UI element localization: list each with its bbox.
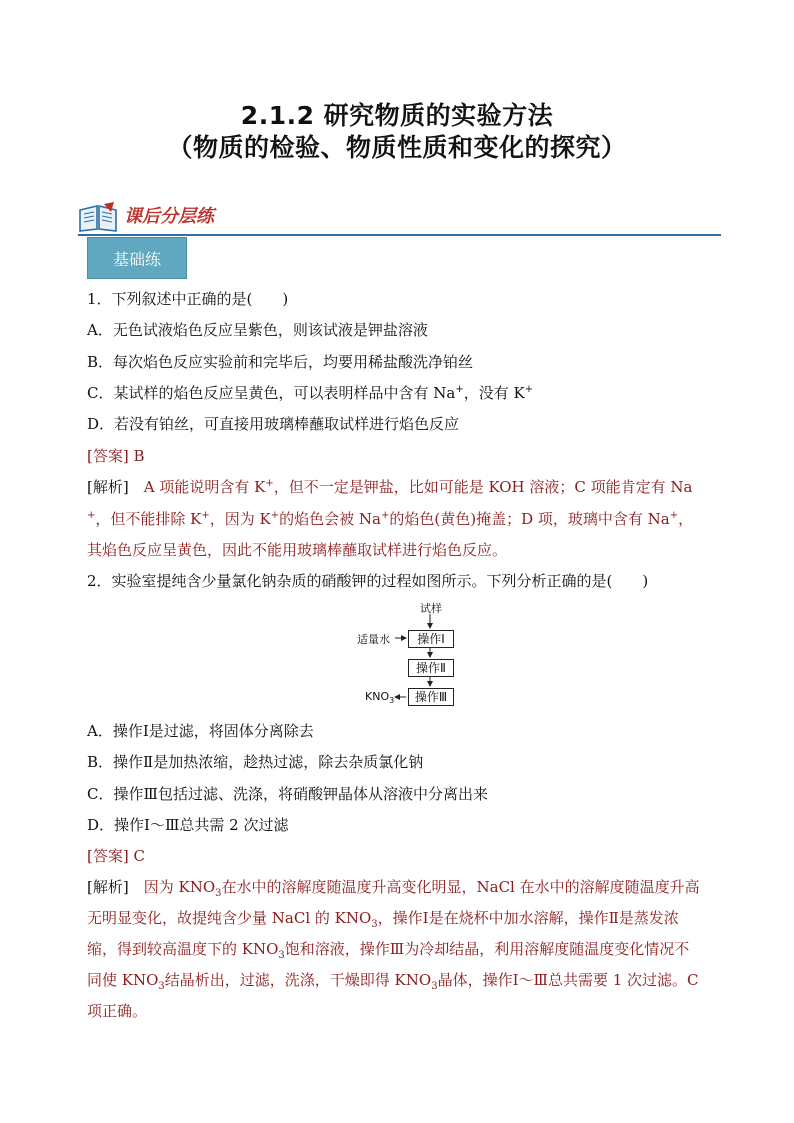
analysis-text: 结晶析出，过滤，洗涤，干燥即得 KNO (164, 971, 432, 989)
q2-analysis-line3 (87, 939, 689, 959)
analysis-text: 的焰色(黄色)掩盖；D 项，玻璃中含有 Na (389, 510, 670, 528)
q2-analysis-line5: 项正确。 (87, 1002, 148, 1020)
plus-sign: + (455, 384, 464, 395)
subscript: 3 (371, 919, 378, 930)
q1-option-a: A．无色试液焰色反应呈紫色，则该试液是钾盐溶液 (87, 321, 428, 339)
q2-analysis-line2 (87, 908, 679, 928)
analysis-text: 在水中的溶解度随温度升高变化明显，NaCl 在水中的溶解度随温度升高 (221, 878, 700, 896)
plus-sign: + (87, 510, 96, 521)
q2-option-a: A．操作Ⅰ是过滤，将固体分离除去 (87, 722, 314, 740)
subscript: 3 (215, 888, 222, 899)
q1-analysis-line1 (87, 477, 693, 497)
q2-answer: [答案] C (87, 847, 145, 865)
q1-option-c-text: C．某试样的焰色反应呈黄色，可以表明样品中含有 Na (87, 384, 456, 402)
analysis-label: [解析] (87, 478, 129, 496)
q1-answer: [答案] B (87, 447, 145, 465)
analysis-text: 的焰色会被 Na (279, 510, 381, 528)
plus-sign: + (201, 510, 210, 521)
subscript: 3 (158, 981, 165, 992)
analysis-text: ，因为 K (209, 510, 271, 528)
analysis-text: A 项能说明含有 K (128, 478, 266, 496)
analysis-text: 饱和溶液，操作Ⅲ为冷却结晶，利用溶解度随温度变化情况不 (284, 940, 690, 958)
analysis-label: [解析] (87, 878, 129, 896)
kno3-label: $KNO_3$ (365, 690, 395, 706)
q2-option-b: B．操作Ⅱ是加热浓缩，趁热过滤，除去杂质氯化钠 (87, 753, 424, 771)
q2-analysis-line1 (87, 877, 700, 897)
process-flow-diagram (355, 600, 465, 712)
plus-sign: + (669, 510, 679, 521)
operation-1-box: 操作Ⅰ (408, 630, 454, 648)
section-header (78, 200, 721, 236)
q2-option-d: D．操作Ⅰ～Ⅲ总共需 2 次过滤 (87, 816, 289, 834)
analysis-text: 无明显变化，故提纯含少量 NaCl 的 KNO (87, 909, 372, 927)
page-title-line1: 2.1.2 研究物质的实验方法 (240, 101, 554, 130)
analysis-text: ，操作Ⅰ是在烧杯中加水溶解，操作Ⅱ是蒸发浓 (377, 909, 679, 927)
q1-analysis-line2: +，但不能排除 K+，因为 K+的焰色会被 Na+的焰色(黄色)掩盖；D 项，玻璃中含有 Na+， (87, 510, 694, 528)
level-badge: 基础练 (87, 237, 187, 279)
analysis-text: ，但不一定是钾盐，比如可能是 KOH 溶液；C 项能肯定有 Na (273, 478, 693, 496)
q1-option-b: B．每次焰色反应实验前和完毕后，均要用稀盐酸洗净铂丝 (87, 353, 474, 371)
plus-sign: + (524, 384, 534, 395)
book-icon (78, 202, 118, 236)
q2-option-c: C．操作Ⅲ包括过滤、洗涤，将硝酸钾晶体从溶液中分离出来 (87, 785, 488, 803)
analysis-text: 因为 KNO (128, 878, 216, 896)
analysis-text: 缩，得到较高温度下的 KNO (87, 940, 279, 958)
q1-analysis-line3: 其焰色反应呈黄色，因此不能用玻璃棒蘸取试样进行焰色反应。 (87, 541, 508, 559)
q1-option-c (87, 383, 533, 403)
plus-sign: + (270, 510, 280, 521)
operation-2-box: 操作Ⅱ (408, 659, 454, 677)
q1-option-d: D．若没有铂丝，可直接用玻璃棒蘸取试样进行焰色反应 (87, 415, 460, 433)
water-label: 适量水 (357, 633, 390, 646)
subscript: 3 (278, 950, 285, 961)
analysis-text: 晶体，操作Ⅰ～Ⅲ总共需要 1 次过滤。C (437, 971, 699, 989)
section-divider (78, 234, 721, 236)
analysis-text: 同使 KNO (87, 971, 159, 989)
q2-stem: 2．实验室提纯含少量氯化钠杂质的硝酸钾的过程如图所示。下列分析正确的是( ) (87, 572, 649, 590)
subscript: 3 (431, 981, 438, 992)
q1-stem: 1．下列叙述中正确的是( ) (87, 290, 289, 308)
analysis-text: ，但不能排除 K (95, 510, 202, 528)
q2-analysis-line4 (87, 970, 699, 990)
operation-3-box: 操作Ⅲ (408, 688, 454, 706)
q1-option-c-mid: ，没有 K (463, 384, 525, 402)
plus-sign: + (265, 478, 274, 489)
plus-sign: + (380, 510, 390, 521)
section-label: 课后分层练 (124, 206, 214, 227)
sample-label: 试样 (420, 602, 442, 615)
page-title-line2: （物质的检验、物质性质和变化的探究） (167, 133, 627, 162)
